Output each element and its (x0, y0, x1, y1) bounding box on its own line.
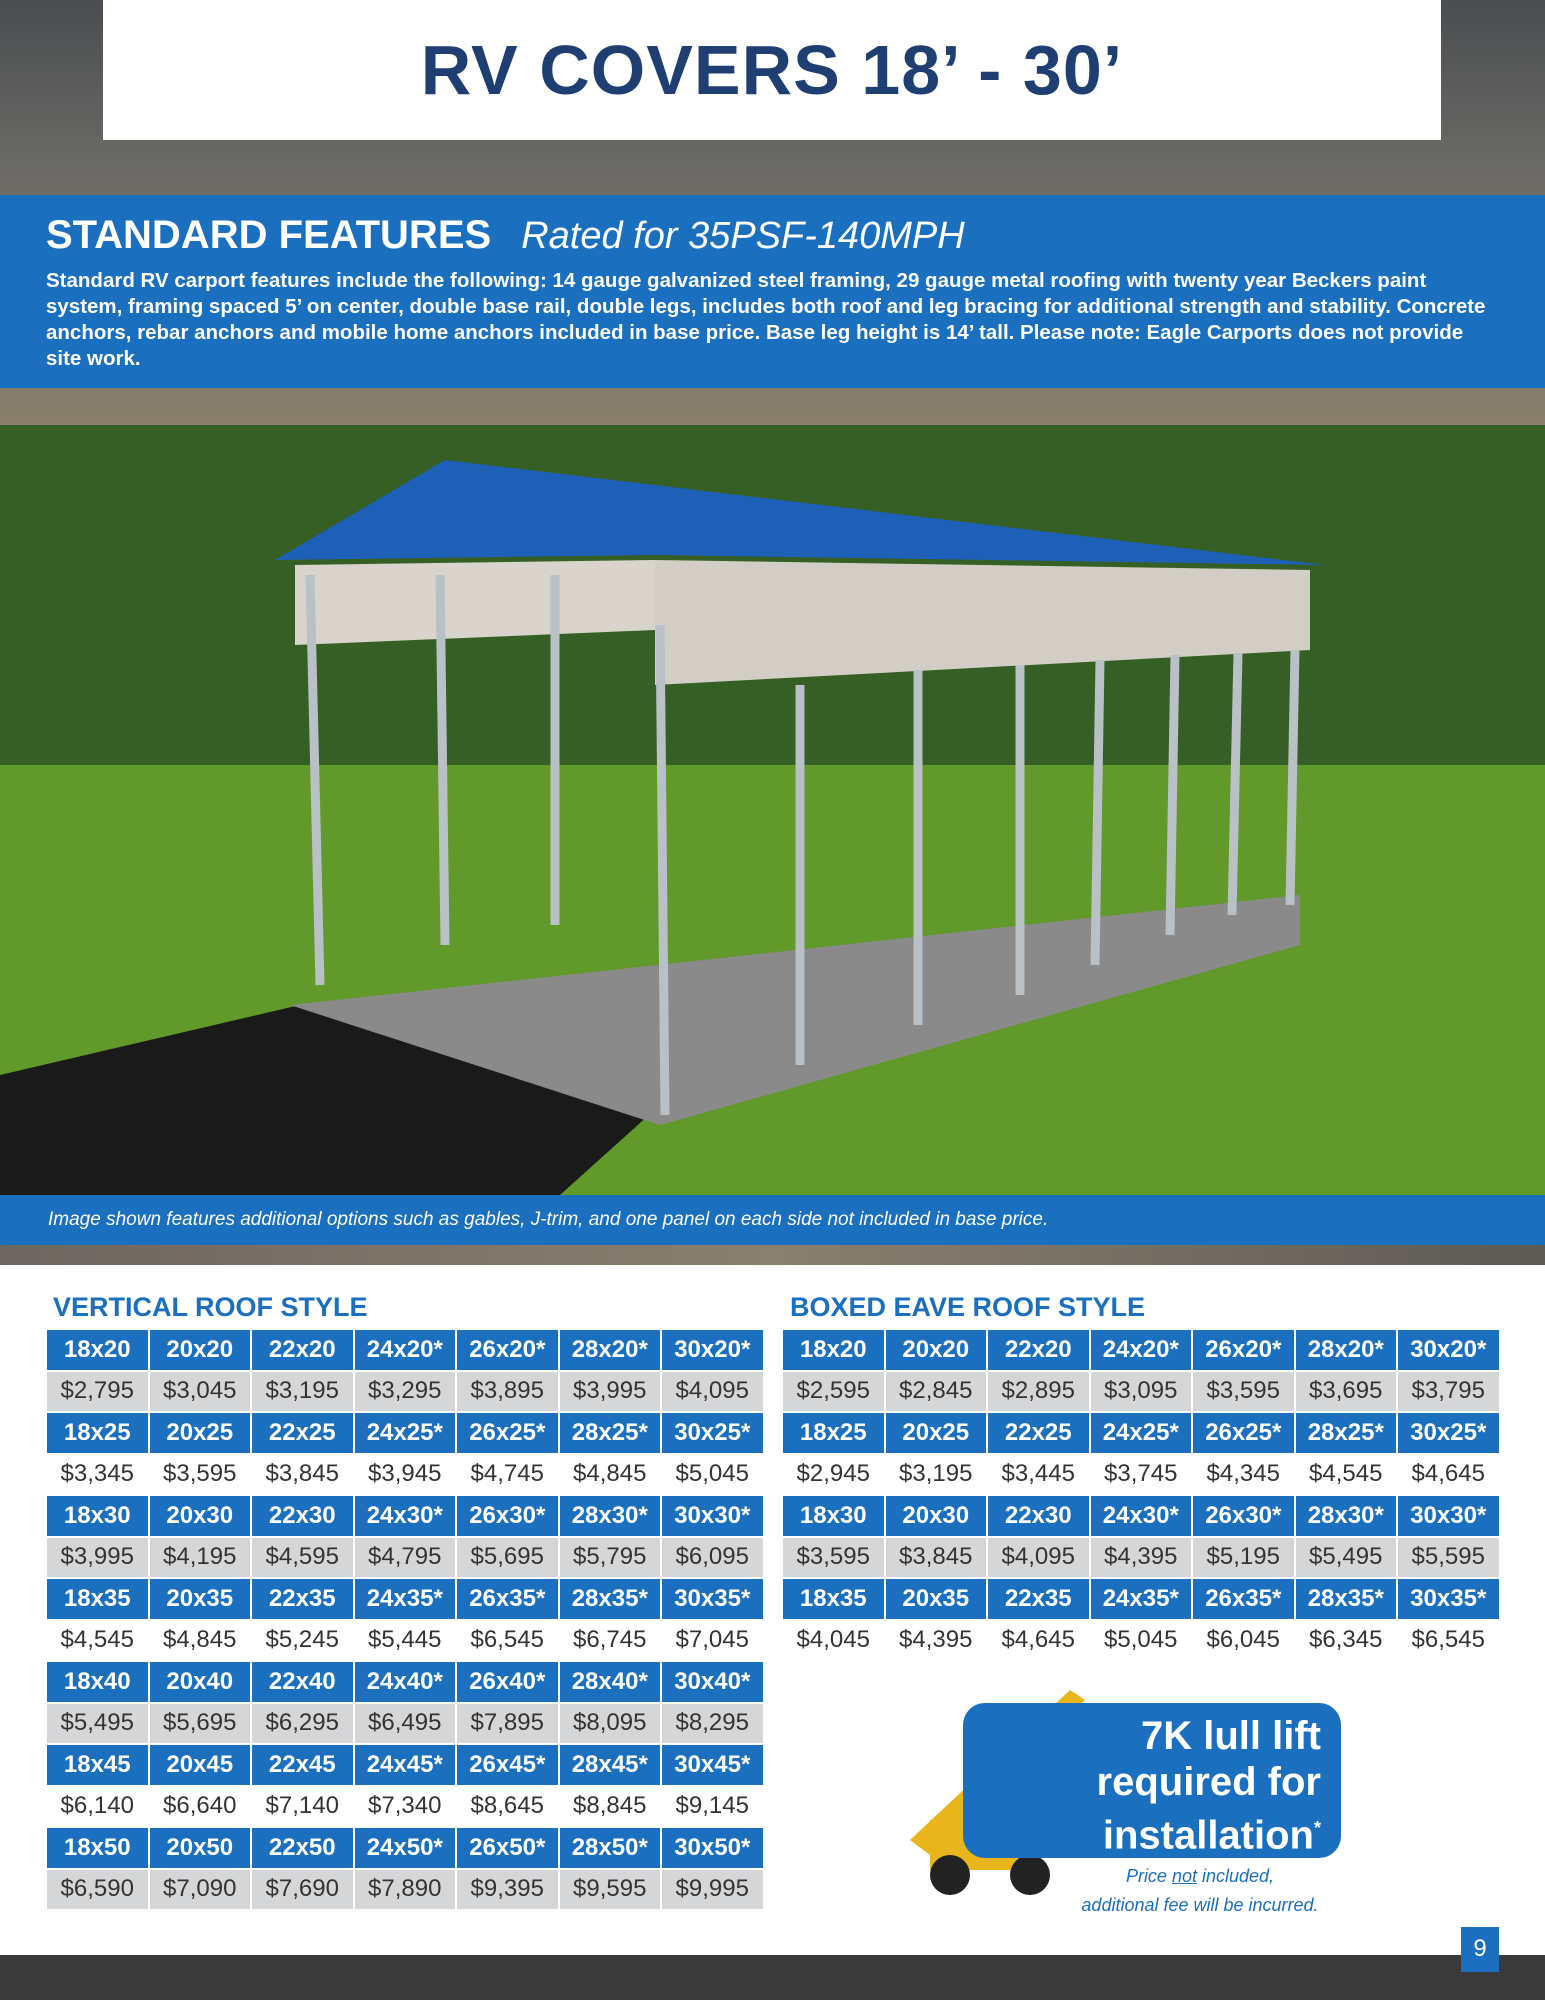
size-cell: 28x40* (559, 1661, 662, 1703)
price-row (46, 1703, 764, 1745)
size-cell: 22x50 (251, 1827, 354, 1869)
price-cell: $6,140 (46, 1786, 149, 1828)
price-cell: $4,545 (1295, 1454, 1398, 1496)
size-cell: 20x50 (149, 1827, 252, 1869)
size-cell: 18x20 (46, 1329, 149, 1371)
size-row (46, 1661, 764, 1703)
price-cell: $8,645 (456, 1786, 559, 1828)
size-cell: 30x30* (1397, 1495, 1500, 1537)
price-cell: $4,345 (1192, 1454, 1295, 1496)
price-cell: $4,195 (149, 1537, 252, 1579)
size-cell: 18x25 (782, 1412, 885, 1454)
price-cell: $5,195 (1192, 1537, 1295, 1579)
standard-features-banner (0, 195, 1545, 388)
size-cell: 18x30 (782, 1495, 885, 1537)
price-cell: $2,845 (885, 1371, 988, 1413)
price-row (782, 1371, 1500, 1413)
lull-line-1: 7K lull lift (1141, 1714, 1321, 1758)
price-cell: $7,090 (149, 1869, 252, 1911)
lull-line-3: installation (1102, 1813, 1314, 1858)
footer-band (0, 1955, 1545, 2000)
price-cell: $3,595 (782, 1537, 885, 1579)
price-cell: $4,645 (987, 1620, 1090, 1662)
size-cell: 28x20* (559, 1329, 662, 1371)
size-row (782, 1578, 1500, 1620)
size-cell: 28x30* (559, 1495, 662, 1537)
size-cell: 30x20* (1397, 1329, 1500, 1371)
size-cell: 30x45* (661, 1744, 764, 1786)
note-line-2: additional fee will be incurred. (1081, 1895, 1319, 1915)
price-cell: $9,995 (661, 1869, 764, 1911)
size-cell: 24x35* (354, 1578, 457, 1620)
price-cell: $5,695 (149, 1703, 252, 1745)
lull-asterisk: * (1313, 1818, 1321, 1838)
price-cell: $9,595 (559, 1869, 662, 1911)
price-cell: $8,095 (559, 1703, 662, 1745)
size-cell: 18x40 (46, 1661, 149, 1703)
price-row (46, 1537, 764, 1579)
size-cell: 22x40 (251, 1661, 354, 1703)
price-cell: $4,395 (1090, 1537, 1193, 1579)
size-cell: 30x35* (661, 1578, 764, 1620)
price-row (46, 1620, 764, 1662)
size-cell: 22x25 (251, 1412, 354, 1454)
size-cell: 22x30 (251, 1495, 354, 1537)
price-cell: $5,495 (1295, 1537, 1398, 1579)
size-cell: 18x30 (46, 1495, 149, 1537)
price-cell: $6,590 (46, 1869, 149, 1911)
price-cell: $3,695 (1295, 1371, 1398, 1413)
price-cell: $7,690 (251, 1869, 354, 1911)
price-row (782, 1620, 1500, 1662)
size-cell: 24x40* (354, 1661, 457, 1703)
features-text: Standard RV carport features include the following: 14 gauge galvanized steel framing, 29 gauge metal roofing with twenty year Beckers paint system, framing spaced 5’ on center, double base rail, double legs, includes both roof and leg bracing for additional strength and stability. Concrete anchors, rebar anchors and mobile home anchors included in base price. Base leg height is 14’ tall. Please note: Eagle Carports does not provide site work. (46, 269, 1486, 370)
price-cell: $3,595 (1192, 1371, 1295, 1413)
price-cell: $5,045 (1090, 1620, 1193, 1662)
price-cell: $5,595 (1397, 1537, 1500, 1579)
price-cell: $4,795 (354, 1537, 457, 1579)
size-cell: 24x25* (354, 1412, 457, 1454)
price-cell: $4,845 (559, 1454, 662, 1496)
size-cell: 28x35* (1295, 1578, 1398, 1620)
price-cell: $7,340 (354, 1786, 457, 1828)
price-cell: $8,845 (559, 1786, 662, 1828)
size-cell: 20x35 (149, 1578, 252, 1620)
size-cell: 26x20* (1192, 1329, 1295, 1371)
size-cell: 24x20* (1090, 1329, 1193, 1371)
size-cell: 20x35 (885, 1578, 988, 1620)
price-row (46, 1869, 764, 1911)
note-pre: Price (1125, 1866, 1172, 1886)
size-cell: 28x20* (1295, 1329, 1398, 1371)
size-cell: 26x25* (456, 1412, 559, 1454)
price-cell: $4,095 (661, 1371, 764, 1413)
price-cell: $5,045 (661, 1454, 764, 1496)
price-cell: $6,045 (1192, 1620, 1295, 1662)
price-cell: $4,645 (1397, 1454, 1500, 1496)
price-cell: $5,245 (251, 1620, 354, 1662)
size-cell: 18x45 (46, 1744, 149, 1786)
price-cell: $4,395 (885, 1620, 988, 1662)
price-row (46, 1371, 764, 1413)
boxed-eave-price-table (781, 1328, 1501, 1662)
size-cell: 24x20* (354, 1329, 457, 1371)
price-cell: $6,345 (1295, 1620, 1398, 1662)
size-cell: 22x45 (251, 1744, 354, 1786)
size-row (46, 1827, 764, 1869)
price-cell: $6,545 (456, 1620, 559, 1662)
size-cell: 28x35* (559, 1578, 662, 1620)
size-cell: 20x30 (885, 1495, 988, 1537)
price-cell: $2,595 (782, 1371, 885, 1413)
size-cell: 20x25 (885, 1412, 988, 1454)
price-cell: $3,845 (251, 1454, 354, 1496)
lull-lift-notice (963, 1703, 1341, 1858)
size-row (46, 1329, 764, 1371)
lull-line-2: required for (1096, 1760, 1321, 1804)
price-cell: $2,945 (782, 1454, 885, 1496)
size-cell: 26x50* (456, 1827, 559, 1869)
price-row (46, 1454, 764, 1496)
price-cell: $3,045 (149, 1371, 252, 1413)
price-row (46, 1786, 764, 1828)
size-row (46, 1495, 764, 1537)
size-cell: 24x30* (1090, 1495, 1193, 1537)
vertical-roof-title: VERTICAL ROOF STYLE (53, 1292, 368, 1322)
price-cell: $4,095 (987, 1537, 1090, 1579)
size-cell: 26x20* (456, 1329, 559, 1371)
size-cell: 26x30* (456, 1495, 559, 1537)
size-cell: 22x20 (987, 1329, 1090, 1371)
boxed-eave-roof-title: BOXED EAVE ROOF STYLE (790, 1292, 1146, 1322)
photo-caption: Image shown features additional options such as gables, J-trim, and one panel on each side not included in base price. (0, 1195, 1545, 1245)
features-heading: STANDARD FEATURES (46, 213, 492, 257)
features-rating: Rated for 35PSF-140MPH (521, 215, 965, 257)
price-cell: $2,895 (987, 1371, 1090, 1413)
size-cell: 26x25* (1192, 1412, 1295, 1454)
size-cell: 24x35* (1090, 1578, 1193, 1620)
size-cell: 20x20 (885, 1329, 988, 1371)
size-cell: 28x30* (1295, 1495, 1398, 1537)
price-cell: $3,095 (1090, 1371, 1193, 1413)
size-cell: 18x25 (46, 1412, 149, 1454)
size-row (782, 1412, 1500, 1454)
size-cell: 30x30* (661, 1495, 764, 1537)
price-cell: $7,045 (661, 1620, 764, 1662)
price-cell: $3,345 (46, 1454, 149, 1496)
price-cell: $3,945 (354, 1454, 457, 1496)
price-cell: $6,295 (251, 1703, 354, 1745)
vertical-roof-price-table (45, 1328, 765, 1911)
size-cell: 20x30 (149, 1495, 252, 1537)
size-cell: 24x45* (354, 1744, 457, 1786)
price-cell: $3,995 (559, 1371, 662, 1413)
price-cell: $3,895 (456, 1371, 559, 1413)
price-cell: $5,795 (559, 1537, 662, 1579)
size-cell: 30x25* (1397, 1412, 1500, 1454)
price-cell: $3,995 (46, 1537, 149, 1579)
size-cell: 22x20 (251, 1329, 354, 1371)
size-cell: 22x30 (987, 1495, 1090, 1537)
size-cell: 26x40* (456, 1661, 559, 1703)
price-cell: $4,745 (456, 1454, 559, 1496)
size-cell: 28x25* (559, 1412, 662, 1454)
size-cell: 20x20 (149, 1329, 252, 1371)
size-cell: 30x20* (661, 1329, 764, 1371)
price-cell: $7,895 (456, 1703, 559, 1745)
price-cell: $3,795 (1397, 1371, 1500, 1413)
price-cell: $3,745 (1090, 1454, 1193, 1496)
size-cell: 18x50 (46, 1827, 149, 1869)
size-cell: 18x35 (782, 1578, 885, 1620)
size-cell: 26x35* (456, 1578, 559, 1620)
page-number: 9 (1461, 1927, 1499, 1972)
size-cell: 24x30* (354, 1495, 457, 1537)
size-row (46, 1412, 764, 1454)
price-row (782, 1537, 1500, 1579)
size-row (782, 1329, 1500, 1371)
size-cell: 20x45 (149, 1744, 252, 1786)
size-cell: 24x25* (1090, 1412, 1193, 1454)
size-cell: 26x30* (1192, 1495, 1295, 1537)
price-cell: $9,145 (661, 1786, 764, 1828)
size-cell: 26x35* (1192, 1578, 1295, 1620)
price-cell: $4,595 (251, 1537, 354, 1579)
price-cell: $6,640 (149, 1786, 252, 1828)
title-box (103, 0, 1441, 140)
price-cell: $6,495 (354, 1703, 457, 1745)
size-row (46, 1744, 764, 1786)
note-not: not (1171, 1866, 1197, 1886)
size-cell: 26x45* (456, 1744, 559, 1786)
size-cell: 28x45* (559, 1744, 662, 1786)
size-row (782, 1495, 1500, 1537)
price-cell: $5,445 (354, 1620, 457, 1662)
size-cell: 30x40* (661, 1661, 764, 1703)
size-cell: 28x50* (559, 1827, 662, 1869)
price-cell: $6,095 (661, 1537, 764, 1579)
price-cell: $2,795 (46, 1371, 149, 1413)
price-cell: $6,545 (1397, 1620, 1500, 1662)
size-cell: 20x25 (149, 1412, 252, 1454)
price-cell: $3,195 (251, 1371, 354, 1413)
size-cell: 18x20 (782, 1329, 885, 1371)
size-cell: 30x35* (1397, 1578, 1500, 1620)
price-cell: $5,495 (46, 1703, 149, 1745)
price-cell: $6,745 (559, 1620, 662, 1662)
price-cell: $3,845 (885, 1537, 988, 1579)
price-cell: $4,045 (782, 1620, 885, 1662)
price-cell: $3,295 (354, 1371, 457, 1413)
size-cell: 30x50* (661, 1827, 764, 1869)
page-title: RV COVERS 18’ - 30’ (420, 31, 1124, 109)
size-cell: 22x35 (987, 1578, 1090, 1620)
price-cell: $9,395 (456, 1869, 559, 1911)
price-note (1040, 1862, 1360, 1920)
price-cell: $3,445 (987, 1454, 1090, 1496)
divider-band (0, 1245, 1545, 1265)
price-cell: $7,140 (251, 1786, 354, 1828)
price-cell: $3,195 (885, 1454, 988, 1496)
size-cell: 22x35 (251, 1578, 354, 1620)
rv-carport-photo (0, 425, 1545, 1195)
price-cell: $8,295 (661, 1703, 764, 1745)
price-cell: $7,890 (354, 1869, 457, 1911)
size-cell: 24x50* (354, 1827, 457, 1869)
size-cell: 28x25* (1295, 1412, 1398, 1454)
price-cell: $4,545 (46, 1620, 149, 1662)
size-cell: 22x25 (987, 1412, 1090, 1454)
size-cell: 30x25* (661, 1412, 764, 1454)
price-cell: $4,845 (149, 1620, 252, 1662)
price-cell: $3,595 (149, 1454, 252, 1496)
price-cell: $5,695 (456, 1537, 559, 1579)
note-post: included, (1196, 1866, 1275, 1886)
size-row (46, 1578, 764, 1620)
size-cell: 18x35 (46, 1578, 149, 1620)
size-cell: 20x40 (149, 1661, 252, 1703)
price-row (782, 1454, 1500, 1496)
